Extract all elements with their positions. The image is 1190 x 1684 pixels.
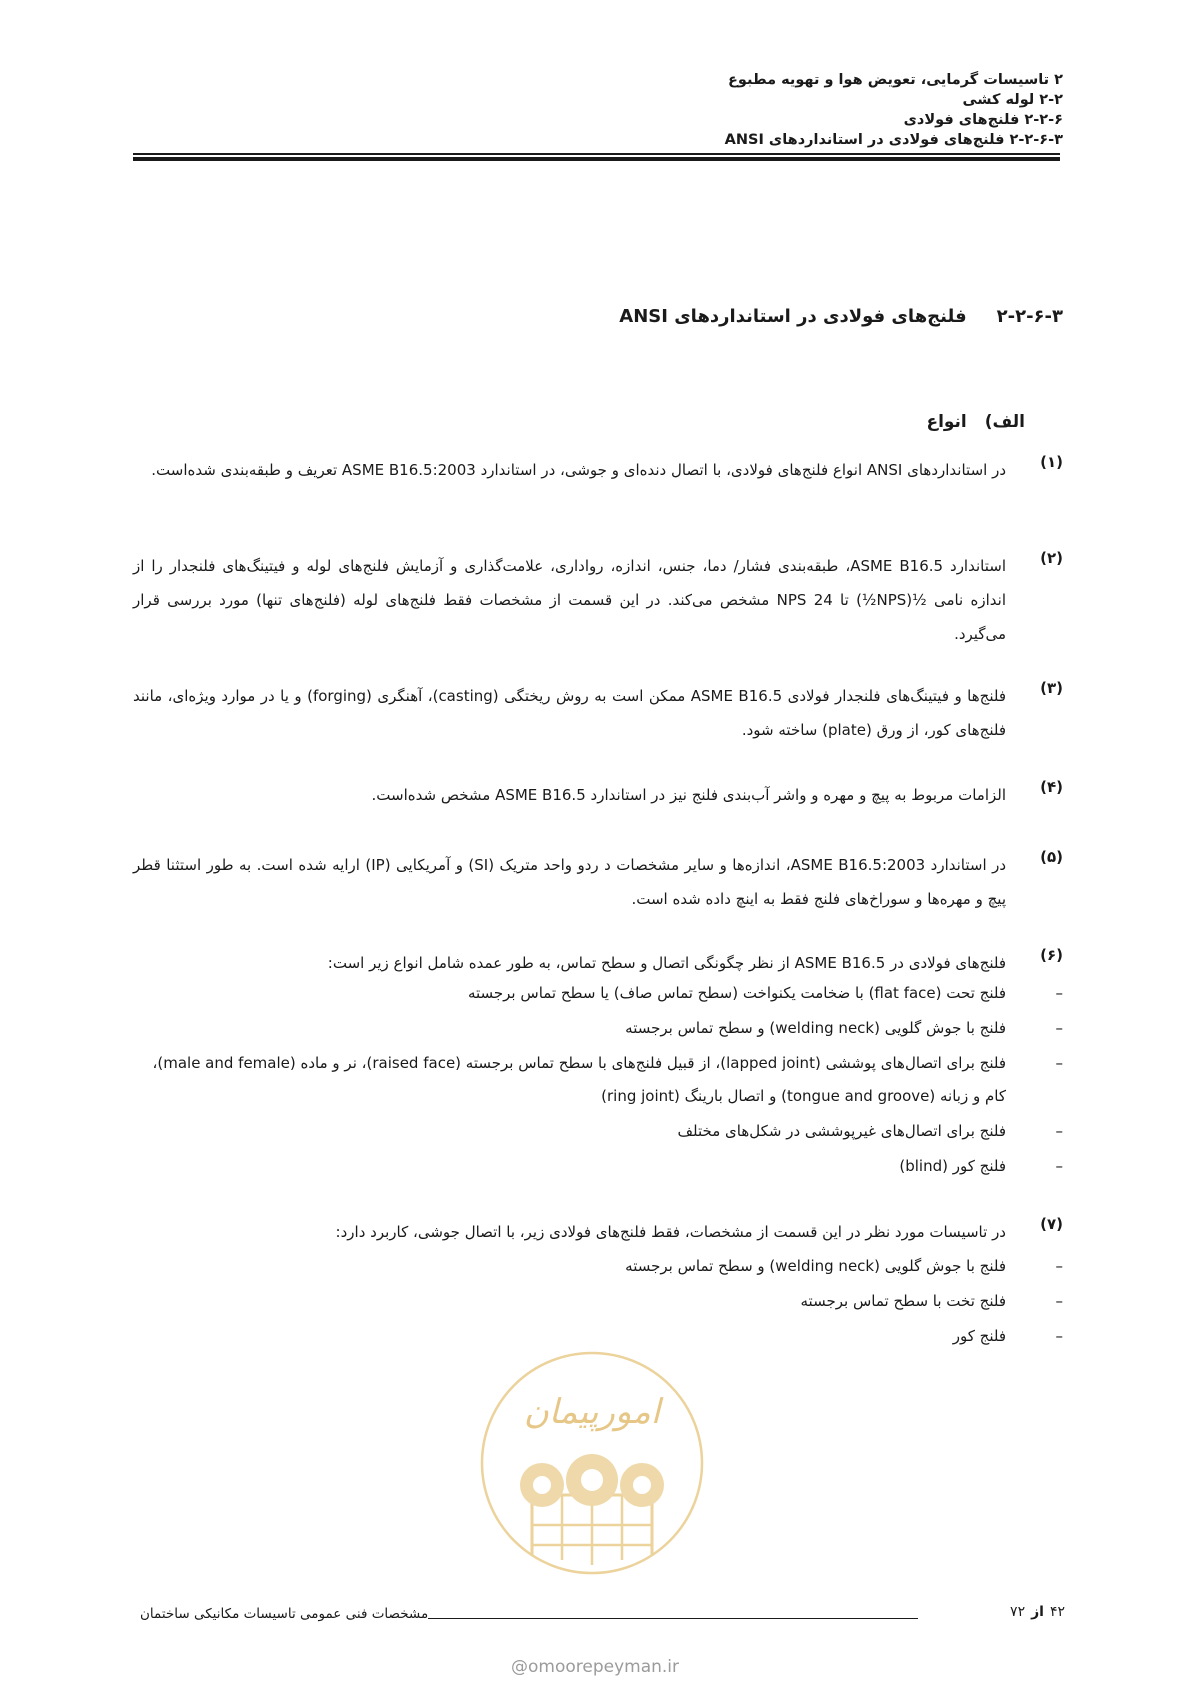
header-line-2: ۲-۲ لوله کشی: [962, 92, 1063, 108]
page-number: [1010, 1604, 1065, 1620]
running-header: [243, 70, 1063, 150]
bullet-dash: –: [1055, 1257, 1063, 1275]
header-rule-thin: [133, 153, 1060, 155]
paragraph-3: [133, 679, 1063, 747]
list-item: [133, 1250, 1063, 1283]
list-item-text: فلنج کور (blind): [899, 1157, 1006, 1175]
list-item: [133, 977, 1063, 1010]
bullet-dash: –: [1055, 1327, 1063, 1345]
paragraph-number: (۲): [1040, 549, 1063, 567]
paragraph-text: الزامات مربوط به پیچ و مهره و واشر آب‌بندی فلنج نیز در استاندارد ASME B16.5 مشخص شده‌است.: [371, 786, 1006, 804]
list-item: [133, 1150, 1063, 1183]
paragraph-number: (۱): [1040, 453, 1063, 471]
paragraph-7: [133, 1215, 1063, 1249]
paragraph-text: فلنج‌ها و فیتینگ‌های فلنجدار فولادی ASME B16.5 ممکن است به روش ریختگی (casting)، آهنگری (forging) و یا در موارد ویژه‌ای، مانند فلنج‌های کور، از ورق (plate) ساخته شود.: [133, 687, 1007, 739]
header-line-4: ۲-۲-۶-۳ فلنج‌های فولادی در استانداردهای ANSI: [724, 132, 1063, 148]
list-item: [133, 1115, 1063, 1148]
header-line-3: ۲-۲-۶ فلنج‌های فولادی: [903, 112, 1063, 128]
page-current: ۴۲: [1049, 1604, 1065, 1620]
page-of-label: از: [1031, 1604, 1044, 1620]
list-item-text: فلنج تخت با سطح تماس برجسته: [800, 1292, 1006, 1310]
website-watermark: @omoorepeyman.ir: [510, 1657, 680, 1677]
bullet-dash: –: [1055, 1122, 1063, 1140]
list-item-text: فلنج برای اتصال‌های غیرپوششی در شکل‌های مختلف: [677, 1122, 1006, 1140]
list-item-text: فلنج تحت (flat face) با ضخامت یکنواخت (سطح تماس صاف) یا سطح تماس برجسته: [467, 984, 1006, 1002]
section-number: ۲-۲-۶-۳: [996, 306, 1063, 327]
list-item-text: فلنج کور: [952, 1327, 1006, 1345]
bullet-dash: –: [1055, 1019, 1063, 1037]
paragraph-number: (۷): [1040, 1215, 1063, 1233]
list-item: [133, 1012, 1063, 1045]
paragraph-text: در استانداردهای ANSI انواع فلنج‌های فولادی، با اتصال دنده‌ای و جوشی، در استاندارد ASME B16.5:2003 تعریف و طبقه‌بندی شده‌است.: [151, 461, 1006, 479]
list-item: [133, 1285, 1063, 1318]
footer-document-title: مشخصات فنی عمومی تاسیسات مکانیکی ساختمان: [140, 1606, 429, 1622]
paragraph-text: در استاندارد ASME B16.5:2003، اندازه‌ها و سایر مشخصات د ردو واحد متریک (SI) و آمریکایی (IP) ارایه شده است. به طور استثنا قطر پیچ و مهره‌ها و سوراخ‌های فلنج فقط به اینچ داده شده است.: [133, 856, 1007, 908]
paragraph-text: فلنج‌های فولادی در ASME B16.5 از نظر چگونگی اتصال و سطح تماس، به طور عمده شامل انواع زیر است:: [327, 954, 1006, 972]
subsection-heading: [425, 412, 1025, 432]
list-item-text: فلنج با جوش گلویی (welding neck) و سطح تماس برجسته: [625, 1257, 1006, 1275]
paragraph-number: (۳): [1040, 679, 1063, 697]
subsection-label: الف): [984, 412, 1025, 432]
list-item: [133, 1047, 1063, 1113]
header-rule-thick: [133, 157, 1060, 161]
header-line-1: ۲ تاسیسات گرمایی، تعویض هوا و تهویه مطبوع: [728, 72, 1063, 88]
paragraph-1: [133, 453, 1063, 487]
bullet-dash: –: [1055, 984, 1063, 1002]
paragraph-2: [133, 549, 1063, 651]
paragraph-text: در تاسیسات مورد نظر در این قسمت از مشخصات، فقط فلنج‌های فولادی زیر، با اتصال جوشی، کاربرد دارد:: [335, 1223, 1006, 1241]
subsection-title: انواع: [926, 412, 967, 432]
paragraph-number: (۶): [1040, 946, 1063, 964]
bullet-dash: –: [1055, 1054, 1063, 1072]
section-heading: [163, 306, 1063, 327]
section-title: فلنج‌های فولادی در استانداردهای ANSI: [619, 306, 967, 327]
list-item-text: فلنج با جوش گلویی (welding neck) و سطح تماس برجسته: [625, 1019, 1006, 1037]
bullet-dash: –: [1055, 1157, 1063, 1175]
watermark-seal-logo: [472, 1345, 712, 1595]
page-total: ۷۲: [1010, 1604, 1026, 1620]
paragraph-6: [133, 946, 1063, 980]
paragraph-4: [133, 778, 1063, 812]
paragraph-number: (۵): [1040, 848, 1063, 866]
seal-text: امورپیمان: [523, 1392, 661, 1432]
list-item-text: فلنج برای اتصال‌های پوششی (lapped joint)، از قبیل فلنج‌های با سطح تماس برجسته (raised face)، نر و ماده (male and female)، کام و زبانه (tongue and groove) و اتصال بارینگ (ring joint): [152, 1054, 1006, 1105]
paragraph-5: [133, 848, 1063, 916]
bullet-dash: –: [1055, 1292, 1063, 1310]
footer-rule: [428, 1618, 918, 1619]
paragraph-text: استاندارد ASME B16.5، طبقه‌بندی فشار/ دما، جنس، اندازه، رواداری، علامت‌گذاری و آزمایش فلنج‌های لوله و فیتینگ‌های فلنجدار را از اندازه نامی ½(NPS½) تا NPS 24 مشخص می‌کند. در این قسمت از مشخصات فقط فلنج‌های لوله (فلنج‌های تنها) مورد بررسی قرار می‌گیرد.: [133, 557, 1006, 643]
paragraph-number: (۴): [1040, 778, 1063, 796]
